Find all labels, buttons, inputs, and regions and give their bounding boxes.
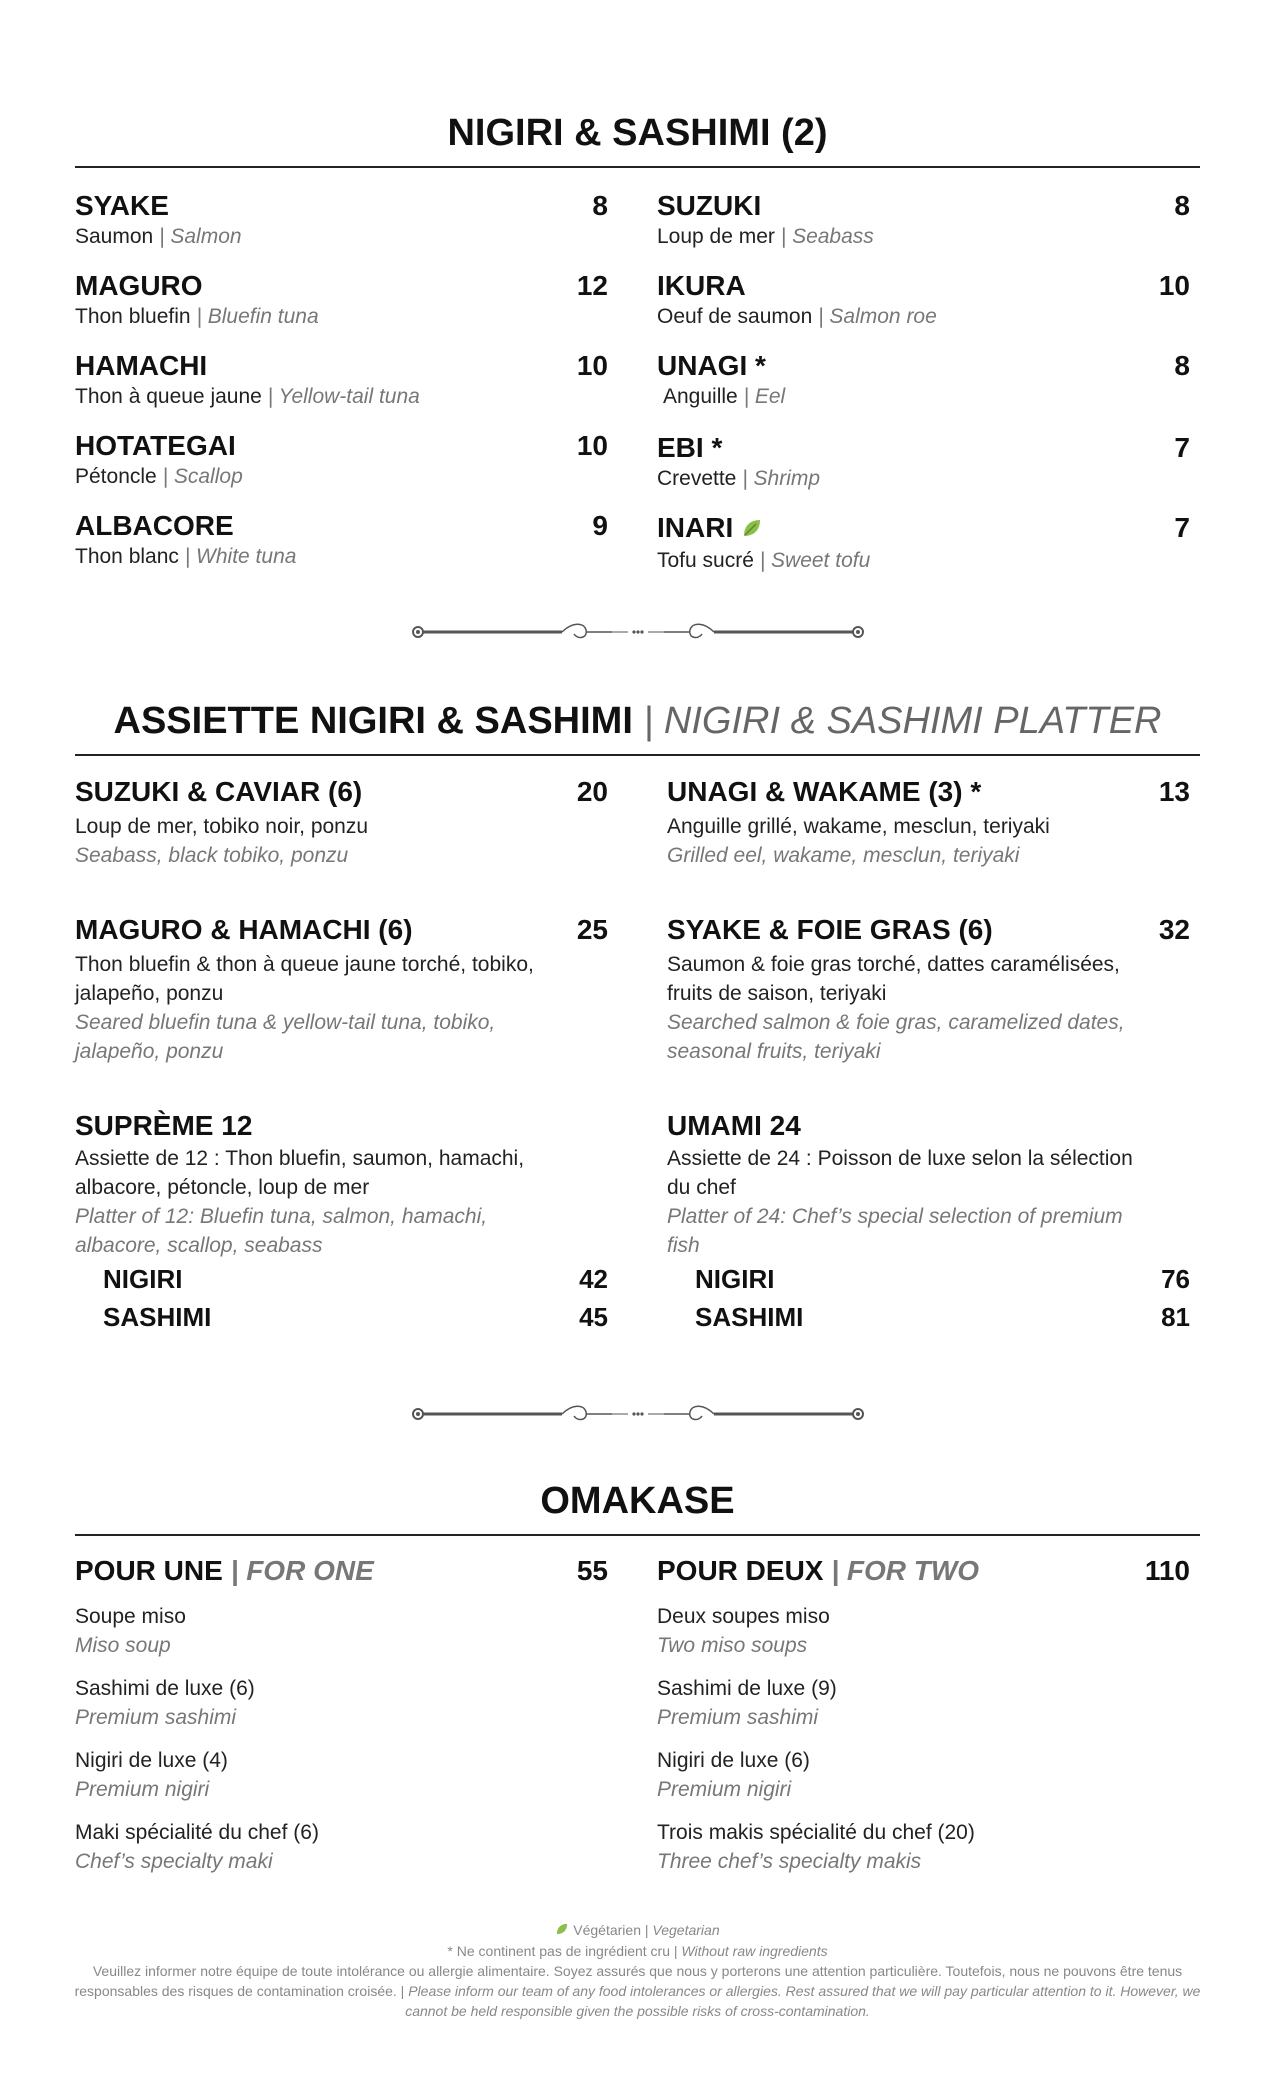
course-item: Sashimi de luxe (6) Premium sashimi [75, 1677, 255, 1729]
item-desc-fr: Thon à queue jaune [75, 385, 262, 408]
item-name: SUZUKI [657, 190, 762, 221]
item-desc-fr: albacore, pétoncle, loup de mer [75, 1176, 370, 1199]
item-name: HAMACHI [75, 350, 208, 381]
item-desc-en: Yellow-tail tuna [278, 385, 420, 408]
omakase-label-fr: POUR UNE [75, 1555, 223, 1586]
option-sashimi: SASHIMI 45 [75, 1298, 608, 1336]
item-name: SYAKE [75, 190, 169, 221]
option-price: 81 [1161, 1302, 1190, 1332]
option-price: 42 [579, 1264, 608, 1294]
item-price: 32 [1158, 914, 1190, 945]
item-desc-en: Scallop [173, 465, 243, 488]
omakase-for-two: POUR DEUX | FOR TWO 110 Deux soupes miso Two miso soups Sashimi de luxe (9) Premium sashimi Nigiri de luxe (6) Premium nigiri Trois makis spécialité du chef (20) Three chef’s specialty makis [657, 1554, 1190, 1876]
item-name: UMAMI 24 [667, 1110, 801, 1141]
menu-item-supreme-12 [75, 1110, 608, 1336]
item-desc-en: albacore, scallop, seabass [75, 1234, 323, 1257]
item-name: UNAGI * [657, 350, 766, 381]
item-price: 10 [576, 350, 608, 381]
menu-item-inari: INARI 7 Tofu sucré | Sweet tofu [657, 512, 1190, 572]
item-price: 10 [576, 430, 608, 461]
item-desc-en: jalapeño, ponzu [75, 1040, 224, 1063]
omakase-for-one: POUR UNE | FOR ONE 55 Soupe miso Miso soup Sashimi de luxe (6) Premium sashimi Nigiri de luxe (4) Premium nigiri Maki spécialité du chef (6) Chef’s specialty maki [75, 1554, 608, 1876]
item-desc-fr: Saumon [75, 225, 154, 248]
item-desc-en: Salmon [170, 225, 242, 248]
item-name: MAGURO & HAMACHI (6) [75, 914, 413, 945]
item-desc-en: Sweet tofu [771, 548, 871, 572]
item-desc-fr: Thon bluefin [75, 305, 191, 328]
menu-item-unagi-wakame [667, 776, 1190, 870]
item-desc-en: Eel [754, 385, 786, 408]
footer-notes [70, 1920, 1205, 2021]
menu-item-albacore: ALBACORE 9 Thon blanc | White tuna [75, 510, 608, 568]
ornamental-divider [412, 620, 864, 644]
item-desc-en: Platter of 12: Bluefin tuna, salmon, hamachi, [75, 1205, 488, 1228]
menu-item-umami-24 [667, 1110, 1190, 1336]
course-item: Soupe miso Miso soup [75, 1605, 186, 1657]
item-name: SUPRÈME 12 [75, 1110, 253, 1141]
course-item: Maki spécialité du chef (6) Chef’s specialty maki [75, 1821, 319, 1873]
section-title-platter-en: NIGIRI & SASHIMI PLATTER [663, 700, 1162, 742]
item-desc-en: Shrimp [753, 467, 821, 490]
omakase-label-fr: POUR DEUX [657, 1555, 824, 1586]
item-desc-fr: Loup de mer, tobiko noir, ponzu [75, 815, 369, 838]
item-name: SUZUKI & CAVIAR (6) [75, 776, 363, 807]
item-name: IKURA [657, 270, 746, 301]
item-desc-fr: Crevette [657, 467, 737, 490]
item-desc-fr: Thon bluefin & thon à queue jaune torché, tobiko, [75, 953, 534, 976]
item-price: 10 [1158, 270, 1190, 301]
course-item: Trois makis spécialité du chef (20) Three chef’s specialty makis [657, 1821, 975, 1873]
item-desc-en: Seabass [792, 225, 874, 248]
item-desc-fr: Anguille [663, 385, 738, 408]
item-desc-fr: fruits de saison, teriyaki [667, 982, 887, 1005]
option-price: 76 [1161, 1264, 1190, 1294]
raw-ingredients-note: * Ne continent pas de ingrédient cru | Without raw ingredients [447, 1943, 828, 1960]
item-desc-en: seasonal fruits, teriyaki [667, 1040, 881, 1063]
section-title-omakase: OMAKASE [540, 1480, 735, 1522]
menu-item-suzuki: SUZUKI 8 Loup de mer | Seabass [657, 190, 1190, 248]
section-divider-line [75, 1534, 1200, 1536]
item-name: HOTATEGAI [75, 430, 236, 461]
item-name: ALBACORE [75, 510, 234, 541]
item-price: 13 [1158, 776, 1190, 807]
menu-item-ebi: EBI * 7 Crevette | Shrimp [657, 432, 1190, 490]
item-price: 8 [592, 190, 608, 221]
option-sashimi: SASHIMI 81 [667, 1298, 1190, 1336]
item-price: 9 [592, 510, 608, 541]
ornamental-divider [412, 1402, 864, 1426]
menu-item-maguro-hamachi [75, 914, 608, 1066]
item-name: UNAGI & WAKAME (3) * [667, 776, 982, 807]
item-price: 20 [576, 776, 608, 807]
section-divider-line [75, 754, 1200, 756]
item-desc-en: White tuna [196, 545, 297, 568]
item-name: SYAKE & FOIE GRAS (6) [667, 914, 993, 945]
item-price: 25 [576, 914, 608, 945]
course-item: Sashimi de luxe (9) Premium sashimi [657, 1677, 837, 1729]
menu-item-suzuki-caviar [75, 776, 608, 870]
item-desc-fr: Assiette de 24 : Poisson de luxe selon la sélection [667, 1147, 1133, 1170]
section-title-nigiri-sashimi: NIGIRI & SASHIMI (2) [447, 112, 828, 154]
item-price: 7 [1174, 432, 1190, 463]
item-desc-en: Searched salmon & foie gras, caramelized dates, [667, 1011, 1125, 1034]
course-item: Deux soupes miso Two miso soups [657, 1605, 830, 1657]
item-desc-en: Seabass, black tobiko, ponzu [75, 844, 349, 867]
course-item: Nigiri de luxe (6) Premium nigiri [657, 1749, 810, 1801]
option-price: 45 [579, 1302, 608, 1332]
item-desc-fr: Pétoncle [75, 465, 157, 488]
item-desc-en: Bluefin tuna [207, 305, 319, 328]
item-desc-fr: Anguille grillé, wakame, mesclun, teriyaki [667, 815, 1050, 838]
menu-item-unagi: UNAGI * 8 Anguille | Eel [657, 350, 1190, 408]
item-desc-fr: Thon blanc [75, 545, 179, 568]
section-divider-line [75, 166, 1200, 168]
item-name: EBI * [657, 432, 723, 463]
item-desc-en: Salmon roe [829, 305, 937, 328]
item-desc-en: fish [667, 1234, 700, 1257]
leaf-icon [741, 514, 763, 546]
omakase-price: 110 [1144, 1555, 1190, 1586]
option-nigiri: NIGIRI 42 [75, 1260, 608, 1298]
omakase-label-en: FOR ONE [246, 1555, 374, 1586]
item-price: 8 [1174, 350, 1190, 381]
course-item: Nigiri de luxe (4) Premium nigiri [75, 1749, 228, 1801]
allergy-disclaimer: Veuillez informer notre équipe de toute intolérance ou allergie alimentaire. Soyez assurés que nous y porterons une attention particulière. Toutefois, nous ne pouvons être tenus responsables des risques de contamination croisée. | Please inform our team of any food intolerances or allergies. Rest assured that we will pay particular attention to it. However, we cannot be held responsible given the possible risks of cross-contamination. [74, 1963, 1201, 2020]
item-desc-fr: jalapeño, ponzu [75, 982, 224, 1005]
item-desc-en: Seared bluefin tuna & yellow-tail tuna, tobiko, [75, 1011, 496, 1034]
menu-item-hamachi: HAMACHI 10 Thon à queue jaune | Yellow-tail tuna [75, 350, 608, 408]
leaf-icon [555, 1921, 569, 1941]
menu-item-syake: SYAKE 8 Saumon | Salmon [75, 190, 608, 248]
item-name: MAGURO [75, 270, 203, 301]
item-desc-fr: Loup de mer [657, 225, 775, 248]
vegetarian-legend: Végétarien | Vegetarian [70, 1920, 1205, 1941]
item-price: 8 [1174, 190, 1190, 221]
item-price: 12 [576, 270, 608, 301]
item-price: 7 [1174, 512, 1190, 543]
item-desc-fr: Tofu sucré [657, 548, 754, 572]
item-desc-fr: Oeuf de saumon [657, 305, 813, 328]
omakase-price: 55 [576, 1555, 608, 1586]
omakase-label-en: FOR TWO [846, 1555, 980, 1586]
item-name: INARI [657, 512, 734, 543]
menu-item-syake-foie-gras [667, 914, 1190, 1066]
menu-item-ikura: IKURA 10 Oeuf de saumon | Salmon roe [657, 270, 1190, 328]
item-desc-en: Platter of 24: Chef’s special selection of premium [667, 1205, 1123, 1228]
section-title-platter: ASSIETTE NIGIRI & SASHIMI | NIGIRI & SASHIMI PLATTER [113, 700, 1162, 742]
item-desc-fr: Saumon & foie gras torché, dattes caramélisées, [667, 953, 1120, 976]
item-desc-en: Grilled eel, wakame, mesclun, teriyaki [667, 844, 1020, 867]
item-desc-fr: Assiette de 12 : Thon bluefin, saumon, hamachi, [75, 1147, 525, 1170]
menu-item-maguro: MAGURO 12 Thon bluefin | Bluefin tuna [75, 270, 608, 328]
option-nigiri: NIGIRI 76 [667, 1260, 1190, 1298]
item-desc-fr: du chef [667, 1176, 736, 1199]
menu-item-hotategai: HOTATEGAI 10 Pétoncle | Scallop [75, 430, 608, 488]
